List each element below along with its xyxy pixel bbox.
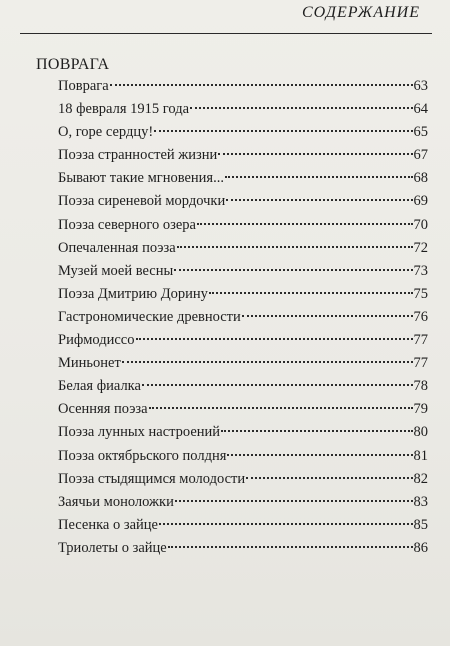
toc-entry bbox=[58, 286, 428, 309]
toc-entry-title: Бывают такие мгновения... bbox=[58, 170, 224, 187]
dot-leader bbox=[209, 292, 413, 294]
dot-leader bbox=[225, 176, 413, 178]
toc-entry-title: Поэза октябрьского полдня bbox=[58, 447, 227, 464]
toc-entry bbox=[58, 517, 428, 540]
toc-entry bbox=[58, 494, 428, 517]
toc-entry-title: Миньонет bbox=[58, 355, 121, 372]
toc-entry bbox=[58, 240, 428, 263]
toc-entry-title: Музей моей весны bbox=[58, 262, 174, 279]
dot-leader bbox=[142, 384, 413, 386]
toc-entry-page: 83 bbox=[413, 493, 428, 510]
toc-entry-page: 78 bbox=[413, 378, 428, 395]
toc-entry-title: Поврага bbox=[58, 78, 109, 94]
dot-leader bbox=[190, 107, 412, 109]
dot-leader bbox=[177, 246, 413, 248]
toc-entry-title: О, горе сердцу! bbox=[58, 124, 154, 141]
toc-entry-title: Осенняя поэза bbox=[58, 401, 148, 418]
dot-leader bbox=[122, 361, 413, 363]
dot-leader bbox=[197, 223, 413, 225]
toc-entry bbox=[58, 78, 428, 101]
toc-entry-title: Поэза сиреневой мордочки bbox=[58, 193, 226, 210]
toc-entry-title: Белая фиалка bbox=[58, 378, 141, 395]
toc-entry bbox=[58, 217, 428, 240]
running-head: СОДЕРЖАНИЕ bbox=[301, 4, 420, 21]
toc-entry-title: Поэза Дмитрию Дорину bbox=[58, 285, 208, 302]
toc-entry-page: 75 bbox=[413, 285, 428, 302]
toc-entry-page: 69 bbox=[413, 193, 428, 210]
toc-entry-title: Заячьи моноложки bbox=[58, 493, 174, 510]
dot-leader bbox=[242, 315, 413, 317]
section-title: ПОВРАГА bbox=[36, 56, 110, 73]
toc-entry bbox=[58, 101, 428, 124]
toc-entry bbox=[58, 147, 428, 170]
toc-entry bbox=[58, 401, 428, 424]
dot-leader bbox=[218, 153, 412, 155]
toc-entry bbox=[58, 378, 428, 401]
dot-leader bbox=[136, 338, 413, 340]
dot-leader bbox=[226, 199, 412, 201]
toc-list bbox=[58, 78, 428, 563]
dot-leader bbox=[154, 130, 412, 132]
toc-entry-title: Опечаленная поэза bbox=[58, 239, 176, 256]
toc-entry bbox=[58, 263, 428, 286]
dot-leader bbox=[110, 84, 413, 86]
dot-leader bbox=[246, 477, 412, 479]
toc-entry-title: Поэза северного озера bbox=[58, 216, 196, 233]
toc-entry bbox=[58, 471, 428, 494]
dot-leader bbox=[221, 430, 412, 432]
toc-entry-page: 68 bbox=[413, 170, 428, 187]
toc-entry-page: 81 bbox=[413, 447, 428, 464]
toc-entry-page: 73 bbox=[413, 262, 428, 279]
toc-entry-page: 65 bbox=[413, 124, 428, 141]
toc-entry bbox=[58, 124, 428, 147]
toc-entry bbox=[58, 309, 428, 332]
toc-entry-title: Поэза странностей жизни bbox=[58, 147, 218, 164]
toc-entry-page: 86 bbox=[413, 539, 428, 556]
toc-entry-page: 72 bbox=[413, 239, 428, 256]
toc-entry bbox=[58, 424, 428, 447]
toc-entry-page: 64 bbox=[413, 101, 428, 118]
dot-leader bbox=[168, 546, 413, 548]
toc-entry-page: 63 bbox=[413, 78, 428, 94]
header-rule bbox=[20, 33, 432, 34]
toc-entry bbox=[58, 448, 428, 471]
toc-entry-page: 79 bbox=[413, 401, 428, 418]
toc-entry-page: 80 bbox=[413, 424, 428, 441]
toc-entry bbox=[58, 540, 428, 563]
toc-entry-title: 18 февраля 1915 года bbox=[58, 101, 190, 118]
toc-entry-page: 67 bbox=[413, 147, 428, 164]
toc-entry-page: 77 bbox=[413, 355, 428, 372]
toc-entry-page: 77 bbox=[413, 332, 428, 349]
toc-entry-page: 70 bbox=[413, 216, 428, 233]
dot-leader bbox=[174, 269, 412, 271]
toc-entry bbox=[58, 355, 428, 378]
toc-entry bbox=[58, 170, 428, 193]
toc-entry-title: Триолеты о зайце bbox=[58, 539, 167, 556]
toc-entry-page: 76 bbox=[413, 308, 428, 325]
toc-entry-title: Гастрономические древности bbox=[58, 308, 241, 325]
dot-leader bbox=[227, 454, 412, 456]
dot-leader bbox=[175, 500, 413, 502]
toc-entry-title: Песенка о зайце bbox=[58, 516, 158, 533]
toc-entry-page: 82 bbox=[413, 470, 428, 487]
dot-leader bbox=[149, 407, 413, 409]
toc-entry-page: 85 bbox=[413, 516, 428, 533]
toc-entry bbox=[58, 193, 428, 216]
toc-entry-title: Поэза стыдящимся молодости bbox=[58, 470, 246, 487]
toc-entry bbox=[58, 332, 428, 355]
dot-leader bbox=[159, 523, 413, 525]
toc-entry-title: Поэза лунных настроений bbox=[58, 424, 221, 441]
toc-entry-title: Рифмодиссо bbox=[58, 332, 135, 349]
